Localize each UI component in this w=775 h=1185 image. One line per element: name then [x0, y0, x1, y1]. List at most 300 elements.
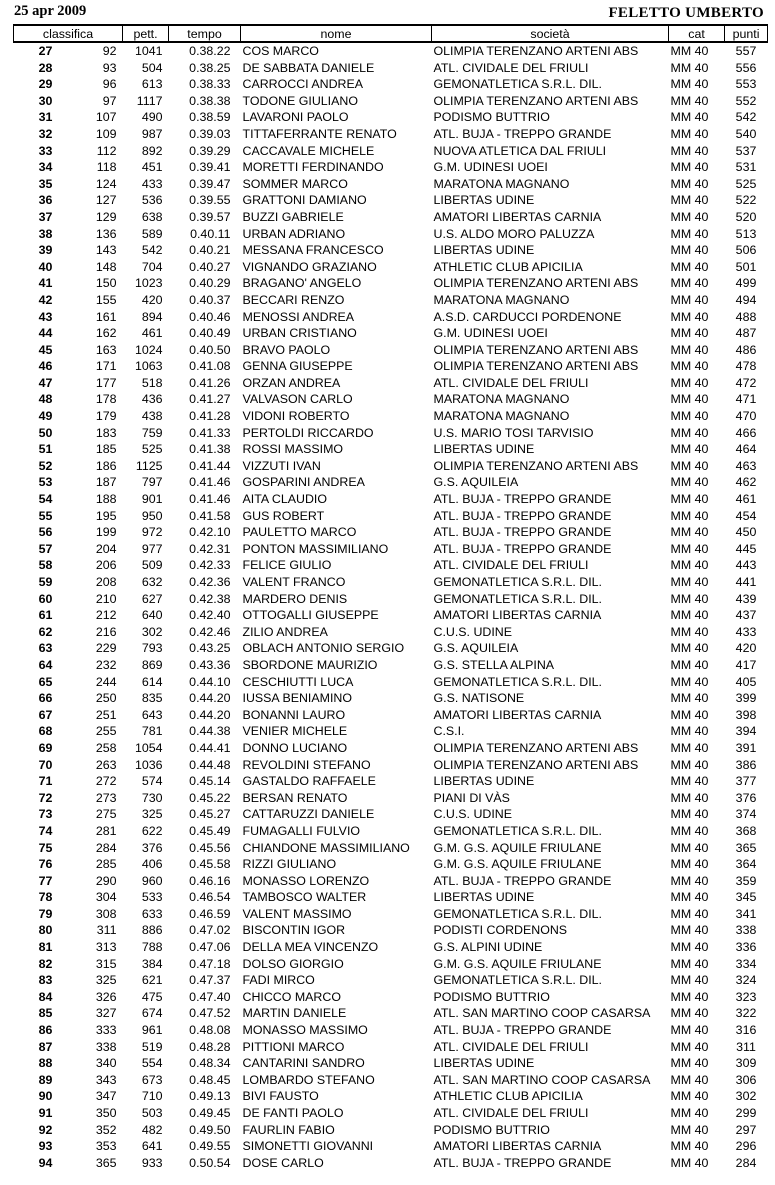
category-rank-cell: 57: [38, 541, 53, 556]
time-cell: 0.42.38: [189, 591, 231, 606]
time-cell: 0.44.48: [189, 757, 231, 772]
overall-rank-cell: 285: [95, 857, 117, 872]
category-cell: MM 40: [670, 674, 709, 689]
category-cell: MM 40: [670, 740, 709, 755]
category-cell: MM 40: [670, 1106, 709, 1120]
table-row: [14, 790, 768, 807]
time-cell: 0.42.31: [189, 541, 231, 556]
club-cell: LIBERTAS UDINE: [433, 890, 535, 905]
bib-number-cell: 509: [141, 558, 163, 573]
bib-number-cell: 621: [141, 973, 163, 988]
time-cell: 0.41.27: [189, 392, 231, 407]
club-cell: G.M. G.S. AQUILE FRIULANE: [433, 840, 602, 855]
category-cell: MM 40: [670, 93, 709, 108]
time-cell: 0.40.11: [190, 226, 231, 241]
athlete-name-cell: VIZZUTI IVAN: [242, 458, 321, 473]
points-cell: 323: [735, 989, 757, 1004]
category-cell: MM 40: [670, 823, 709, 838]
table-row: [14, 591, 768, 608]
race-location: FELETTO UMBERTO: [608, 5, 764, 21]
overall-rank-cell: 275: [95, 807, 117, 822]
points-cell: 299: [735, 1106, 757, 1120]
col-header-classifica: classifica: [14, 25, 123, 42]
club-cell: PODISMO BUTTRIO: [433, 989, 550, 1004]
points-cell: 336: [735, 940, 757, 955]
points-cell: 461: [735, 492, 757, 507]
category-cell: MM 40: [670, 243, 709, 258]
club-cell: ATL. BUJA - TREPPO GRANDE: [433, 873, 612, 888]
category-rank-cell: 89: [38, 1072, 53, 1087]
category-cell: MM 40: [670, 1139, 709, 1154]
bib-number-cell: 1023: [134, 276, 163, 291]
club-cell: GEMONATLETICA S.R.L. DIL.: [433, 591, 602, 606]
category-rank-cell: 31: [38, 110, 53, 125]
table-row: [14, 690, 768, 707]
category-cell: MM 40: [670, 425, 709, 440]
points-cell: 552: [735, 93, 757, 108]
time-cell: 0.38.25: [189, 60, 231, 75]
category-rank-cell: 81: [38, 940, 53, 955]
category-cell: MM 40: [670, 624, 709, 639]
table-row: [14, 408, 768, 425]
points-cell: 506: [735, 243, 757, 258]
overall-rank-cell: 365: [95, 1155, 117, 1170]
athlete-name-cell: URBAN ADRIANO: [242, 226, 346, 241]
category-rank-cell: 35: [38, 176, 53, 191]
bib-number-cell: 1054: [134, 740, 163, 755]
table-row: [14, 1138, 768, 1155]
category-cell: MM 40: [670, 110, 709, 125]
category-rank-cell: 28: [38, 60, 53, 75]
athlete-name-cell: BRAVO PAOLO: [242, 342, 331, 357]
table-row: [14, 375, 768, 392]
overall-rank-cell: 258: [95, 740, 117, 755]
category-cell: MM 40: [670, 1155, 709, 1170]
club-cell: LIBERTAS UDINE: [433, 193, 535, 208]
time-cell: 0.43.25: [189, 641, 231, 656]
category-rank-cell: 49: [38, 409, 53, 424]
table-row: [14, 939, 768, 956]
overall-rank-cell: 311: [96, 923, 117, 938]
table-row: [14, 1072, 768, 1089]
category-rank-cell: 87: [38, 1039, 53, 1054]
category-cell: MM 40: [670, 857, 709, 872]
athlete-name-cell: DE SABBATA DANIELE: [242, 60, 375, 75]
category-rank-cell: 77: [38, 873, 53, 888]
points-cell: 302: [735, 1089, 757, 1104]
category-rank-cell: 65: [38, 674, 53, 689]
table-row: [14, 972, 768, 989]
table-row: [14, 856, 768, 873]
overall-rank-cell: 325: [95, 973, 117, 988]
athlete-name-cell: COS MARCO: [242, 44, 319, 58]
points-cell: 557: [735, 44, 757, 58]
points-cell: 520: [735, 209, 757, 224]
club-cell: ATL. CIVIDALE DEL FRIULI: [433, 60, 589, 75]
time-cell: 0.41.28: [189, 409, 231, 424]
bib-number-cell: 627: [141, 591, 163, 606]
category-cell: MM 40: [670, 657, 709, 672]
athlete-name-cell: FUMAGALLI FULVIO: [242, 823, 361, 838]
club-cell: ATL. CIVIDALE DEL FRIULI: [433, 558, 589, 573]
athlete-name-cell: GENNA GIUSEPPE: [242, 359, 353, 374]
points-cell: 478: [735, 359, 757, 374]
club-cell: G.M. G.S. AQUILE FRIULANE: [433, 857, 602, 872]
overall-rank-cell: 155: [95, 292, 117, 307]
category-cell: MM 40: [670, 492, 709, 507]
table-row: [14, 425, 768, 442]
athlete-name-cell: CACCAVALE MICHELE: [242, 143, 375, 158]
athlete-name-cell: CATTARUZZI DANIELE: [242, 807, 375, 822]
table-row: [14, 806, 768, 823]
athlete-name-cell: SBORDONE MAURIZIO: [242, 657, 378, 672]
bib-number-cell: 950: [141, 508, 163, 523]
category-rank-cell: 43: [38, 309, 53, 324]
club-cell: U.S. MARIO TOSI TARVISIO: [433, 425, 594, 440]
bib-number-cell: 376: [141, 840, 163, 855]
table-row: [14, 458, 768, 475]
category-cell: MM 40: [670, 774, 709, 789]
overall-rank-cell: 315: [95, 956, 117, 971]
col-header-societa: società: [432, 25, 669, 42]
category-cell: MM 40: [670, 807, 709, 822]
category-rank-cell: 70: [38, 757, 53, 772]
time-cell: 0.47.40: [189, 989, 231, 1004]
points-cell: 531: [735, 160, 757, 175]
club-cell: C.U.S. UDINE: [433, 624, 512, 639]
category-rank-cell: 94: [38, 1155, 53, 1170]
results-table: [13, 24, 768, 1171]
col-header-punti: punti: [725, 25, 768, 42]
points-cell: 441: [735, 575, 757, 589]
bib-number-cell: 1063: [134, 359, 163, 374]
time-cell: 0.40.49: [189, 326, 231, 341]
table-row: [14, 109, 768, 126]
category-cell: MM 40: [670, 973, 709, 988]
table-row: [14, 624, 768, 641]
table-row: [14, 1022, 768, 1039]
category-rank-cell: 85: [38, 1006, 53, 1021]
athlete-name-cell: IUSSA BENIAMINO: [242, 691, 352, 706]
time-cell: 0.44.38: [189, 724, 231, 739]
category-rank-cell: 44: [38, 326, 53, 341]
category-rank-cell: 88: [38, 1056, 53, 1071]
overall-rank-cell: 162: [95, 326, 117, 341]
athlete-name-cell: CHIANDONE MASSIMILIANO: [242, 840, 410, 855]
table-row: [14, 259, 768, 276]
category-cell: MM 40: [670, 1006, 709, 1021]
time-cell: 0.41.44: [189, 458, 231, 473]
time-cell: 0.41.58: [189, 508, 231, 523]
category-cell: MM 40: [670, 309, 709, 324]
bib-number-cell: 788: [141, 940, 163, 955]
bib-number-cell: 542: [141, 243, 163, 258]
overall-rank-cell: 206: [95, 558, 117, 573]
time-cell: 0.42.36: [189, 575, 231, 589]
athlete-name-cell: VIDONI ROBERTO: [242, 409, 350, 424]
table-row: [14, 956, 768, 973]
category-cell: MM 40: [670, 342, 709, 357]
category-rank-cell: 29: [38, 77, 53, 92]
bib-number-cell: 640: [141, 608, 163, 623]
athlete-name-cell: MONASSO MASSIMO: [242, 1023, 368, 1038]
time-cell: 0.46.54: [189, 890, 231, 905]
category-rank-cell: 62: [38, 624, 53, 639]
bib-number-cell: 503: [141, 1106, 163, 1120]
time-cell: 0.39.47: [189, 176, 231, 191]
overall-rank-cell: 308: [95, 906, 117, 921]
category-cell: MM 40: [670, 226, 709, 241]
category-rank-cell: 92: [38, 1122, 53, 1137]
club-cell: G.S. ALPINI UDINE: [433, 940, 543, 955]
table-row: [14, 607, 768, 624]
athlete-name-cell: OBLACH ANTONIO SERGIO: [242, 641, 405, 656]
bib-number-cell: 420: [141, 292, 163, 307]
club-cell: A.S.D. CARDUCCI PORDENONE: [433, 309, 622, 324]
overall-rank-cell: 92: [102, 44, 117, 58]
club-cell: AMATORI LIBERTAS CARNIA: [433, 1139, 602, 1154]
athlete-name-cell: VIGNANDO GRAZIANO: [242, 259, 377, 274]
category-rank-cell: 60: [38, 591, 53, 606]
bib-number-cell: 972: [141, 525, 163, 540]
bib-number-cell: 519: [141, 1039, 163, 1054]
points-cell: 522: [735, 193, 757, 208]
bib-number-cell: 730: [141, 790, 163, 805]
category-rank-cell: 45: [38, 342, 53, 357]
time-cell: 0.46.16: [189, 873, 231, 888]
time-cell: 0.38.33: [189, 77, 231, 92]
points-cell: 391: [735, 740, 757, 755]
bib-number-cell: 1024: [134, 342, 163, 357]
table-row: [14, 1155, 768, 1172]
bib-number-cell: 674: [141, 1006, 163, 1021]
overall-rank-cell: 327: [95, 1006, 117, 1021]
category-rank-cell: 82: [38, 956, 53, 971]
bib-number-cell: 704: [141, 259, 163, 274]
club-cell: U.S. ALDO MORO PALUZZA: [433, 226, 595, 241]
club-cell: PODISMO BUTTRIO: [433, 1122, 550, 1137]
category-cell: MM 40: [670, 608, 709, 623]
athlete-name-cell: BRAGANO' ANGELO: [242, 276, 362, 291]
points-cell: 417: [735, 657, 757, 672]
athlete-name-cell: URBAN CRISTIANO: [242, 326, 357, 341]
bib-number-cell: 406: [141, 857, 163, 872]
athlete-name-cell: LOMBARDO STEFANO: [242, 1072, 375, 1087]
overall-rank-cell: 171: [95, 359, 117, 374]
overall-rank-cell: 333: [95, 1023, 117, 1038]
bib-number-cell: 869: [141, 657, 163, 672]
bib-number-cell: 886: [141, 923, 163, 938]
athlete-name-cell: BECCARI RENZO: [242, 292, 345, 307]
category-cell: MM 40: [670, 1122, 709, 1137]
bib-number-cell: 641: [141, 1139, 163, 1154]
category-cell: MM 40: [670, 691, 709, 706]
category-rank-cell: 83: [38, 973, 53, 988]
category-cell: MM 40: [670, 359, 709, 374]
race-date: 25 apr 2009: [14, 3, 87, 19]
bib-number-cell: 325: [141, 807, 163, 822]
points-cell: 525: [735, 176, 757, 191]
time-cell: 0.49.45: [189, 1106, 231, 1120]
points-cell: 376: [735, 790, 757, 805]
table-row: [14, 508, 768, 525]
overall-rank-cell: 232: [95, 657, 117, 672]
time-cell: 0.45.27: [189, 807, 231, 822]
bib-number-cell: 438: [141, 409, 163, 424]
category-cell: MM 40: [670, 558, 709, 573]
athlete-name-cell: MARDERO DENIS: [242, 591, 348, 606]
category-rank-cell: 56: [38, 525, 53, 540]
points-cell: 513: [735, 226, 757, 241]
bib-number-cell: 633: [141, 906, 163, 921]
category-rank-cell: 67: [38, 707, 53, 722]
category-rank-cell: 64: [38, 657, 53, 672]
overall-rank-cell: 229: [95, 641, 117, 656]
category-rank-cell: 80: [38, 923, 53, 938]
points-cell: 433: [735, 624, 757, 639]
club-cell: PIANI DI VÀS: [433, 790, 510, 805]
overall-rank-cell: 255: [95, 724, 117, 739]
bib-number-cell: 632: [141, 575, 163, 589]
bib-number-cell: 901: [141, 492, 163, 507]
time-cell: 0.46.59: [189, 906, 231, 921]
points-cell: 463: [735, 458, 757, 473]
category-rank-cell: 61: [38, 608, 53, 623]
category-rank-cell: 33: [38, 143, 53, 158]
time-cell: 0.42.10: [189, 525, 231, 540]
table-row: [14, 242, 768, 259]
athlete-name-cell: CARROCCI ANDREA: [242, 77, 363, 92]
points-cell: 472: [735, 375, 757, 390]
athlete-name-cell: FELICE GIULIO: [242, 558, 332, 573]
category-cell: MM 40: [670, 525, 709, 540]
points-cell: 377: [735, 774, 757, 789]
athlete-name-cell: DE FANTI PAOLO: [242, 1106, 344, 1120]
table-row: [14, 574, 768, 591]
overall-rank-cell: 340: [95, 1056, 117, 1071]
bib-number-cell: 1125: [135, 458, 163, 473]
time-cell: 0.49.13: [189, 1089, 231, 1104]
athlete-name-cell: VALVASON CARLO: [242, 392, 353, 407]
points-cell: 309: [735, 1056, 757, 1071]
table-row: [14, 226, 768, 243]
table-row: [14, 757, 768, 774]
athlete-name-cell: TODONE GIULIANO: [242, 93, 358, 108]
overall-rank-cell: 212: [95, 608, 117, 623]
category-cell: MM 40: [670, 209, 709, 224]
overall-rank-cell: 343: [95, 1072, 117, 1087]
time-cell: 0.39.55: [189, 193, 231, 208]
athlete-name-cell: ROSSI MASSIMO: [242, 442, 344, 457]
category-cell: MM 40: [670, 989, 709, 1004]
bib-number-cell: 759: [141, 425, 163, 440]
overall-rank-cell: 326: [95, 989, 117, 1004]
overall-rank-cell: 284: [95, 840, 117, 855]
points-cell: 398: [735, 707, 757, 722]
points-cell: 470: [735, 409, 757, 424]
category-rank-cell: 73: [38, 807, 53, 822]
category-rank-cell: 76: [38, 857, 53, 872]
overall-rank-cell: 352: [95, 1122, 117, 1137]
bib-number-cell: 490: [141, 110, 163, 125]
category-cell: MM 40: [670, 143, 709, 158]
time-cell: 0.47.02: [189, 923, 231, 938]
category-rank-cell: 30: [38, 93, 53, 108]
overall-rank-cell: 178: [95, 392, 117, 407]
category-cell: MM 40: [670, 956, 709, 971]
table-row: [14, 491, 768, 508]
table-row: [14, 906, 768, 923]
time-cell: 0.39.03: [189, 126, 231, 141]
bib-number-cell: 436: [141, 392, 163, 407]
bib-number-cell: 574: [141, 774, 163, 789]
category-rank-cell: 53: [38, 475, 53, 490]
category-rank-cell: 42: [38, 292, 53, 307]
points-cell: 454: [735, 508, 757, 523]
time-cell: 0.47.37: [189, 973, 231, 988]
points-cell: 324: [735, 973, 757, 988]
time-cell: 0.42.33: [189, 558, 231, 573]
category-rank-cell: 74: [38, 823, 53, 838]
athlete-name-cell: GASTALDO RAFFAELE: [242, 774, 376, 789]
time-cell: 0.40.21: [189, 243, 231, 258]
bib-number-cell: 525: [141, 442, 163, 457]
time-cell: 0.45.58: [189, 857, 231, 872]
category-cell: MM 40: [670, 375, 709, 390]
category-cell: MM 40: [670, 193, 709, 208]
overall-rank-cell: 210: [95, 591, 117, 606]
athlete-name-cell: MENOSSI ANDREA: [242, 309, 355, 324]
overall-rank-cell: 107: [95, 110, 117, 125]
overall-rank-cell: 183: [95, 425, 117, 440]
table-row: [14, 873, 768, 890]
table-row: [14, 989, 768, 1006]
table-row: [14, 192, 768, 209]
points-cell: 296: [735, 1139, 757, 1154]
category-rank-cell: 78: [38, 890, 53, 905]
points-cell: 443: [735, 558, 757, 573]
col-header-tempo: tempo: [169, 25, 241, 42]
time-cell: 0.48.45: [189, 1072, 231, 1087]
athlete-name-cell: GUS ROBERT: [242, 508, 325, 523]
bib-number-cell: 1036: [134, 757, 163, 772]
points-cell: 488: [735, 309, 757, 324]
points-cell: 556: [735, 60, 757, 75]
points-cell: 284: [735, 1155, 757, 1170]
points-cell: 537: [735, 143, 757, 158]
table-row: [14, 674, 768, 691]
points-cell: 322: [735, 1006, 757, 1021]
overall-rank-cell: 251: [95, 707, 117, 722]
category-cell: MM 40: [670, 1023, 709, 1038]
bib-number-cell: 1041: [134, 44, 163, 58]
category-cell: MM 40: [670, 442, 709, 457]
points-cell: 540: [735, 126, 757, 141]
category-cell: MM 40: [670, 541, 709, 556]
table-row: [14, 1005, 768, 1022]
points-cell: 311: [736, 1039, 756, 1054]
points-cell: 341: [735, 906, 757, 921]
bib-number-cell: 461: [141, 326, 163, 341]
category-cell: MM 40: [670, 160, 709, 175]
category-cell: MM 40: [670, 409, 709, 424]
overall-rank-cell: 127: [95, 193, 117, 208]
table-row: [14, 176, 768, 193]
time-cell: 0.39.57: [189, 209, 231, 224]
athlete-name-cell: MONASSO LORENZO: [242, 873, 370, 888]
table-row: [14, 922, 768, 939]
overall-rank-cell: 96: [102, 77, 117, 92]
